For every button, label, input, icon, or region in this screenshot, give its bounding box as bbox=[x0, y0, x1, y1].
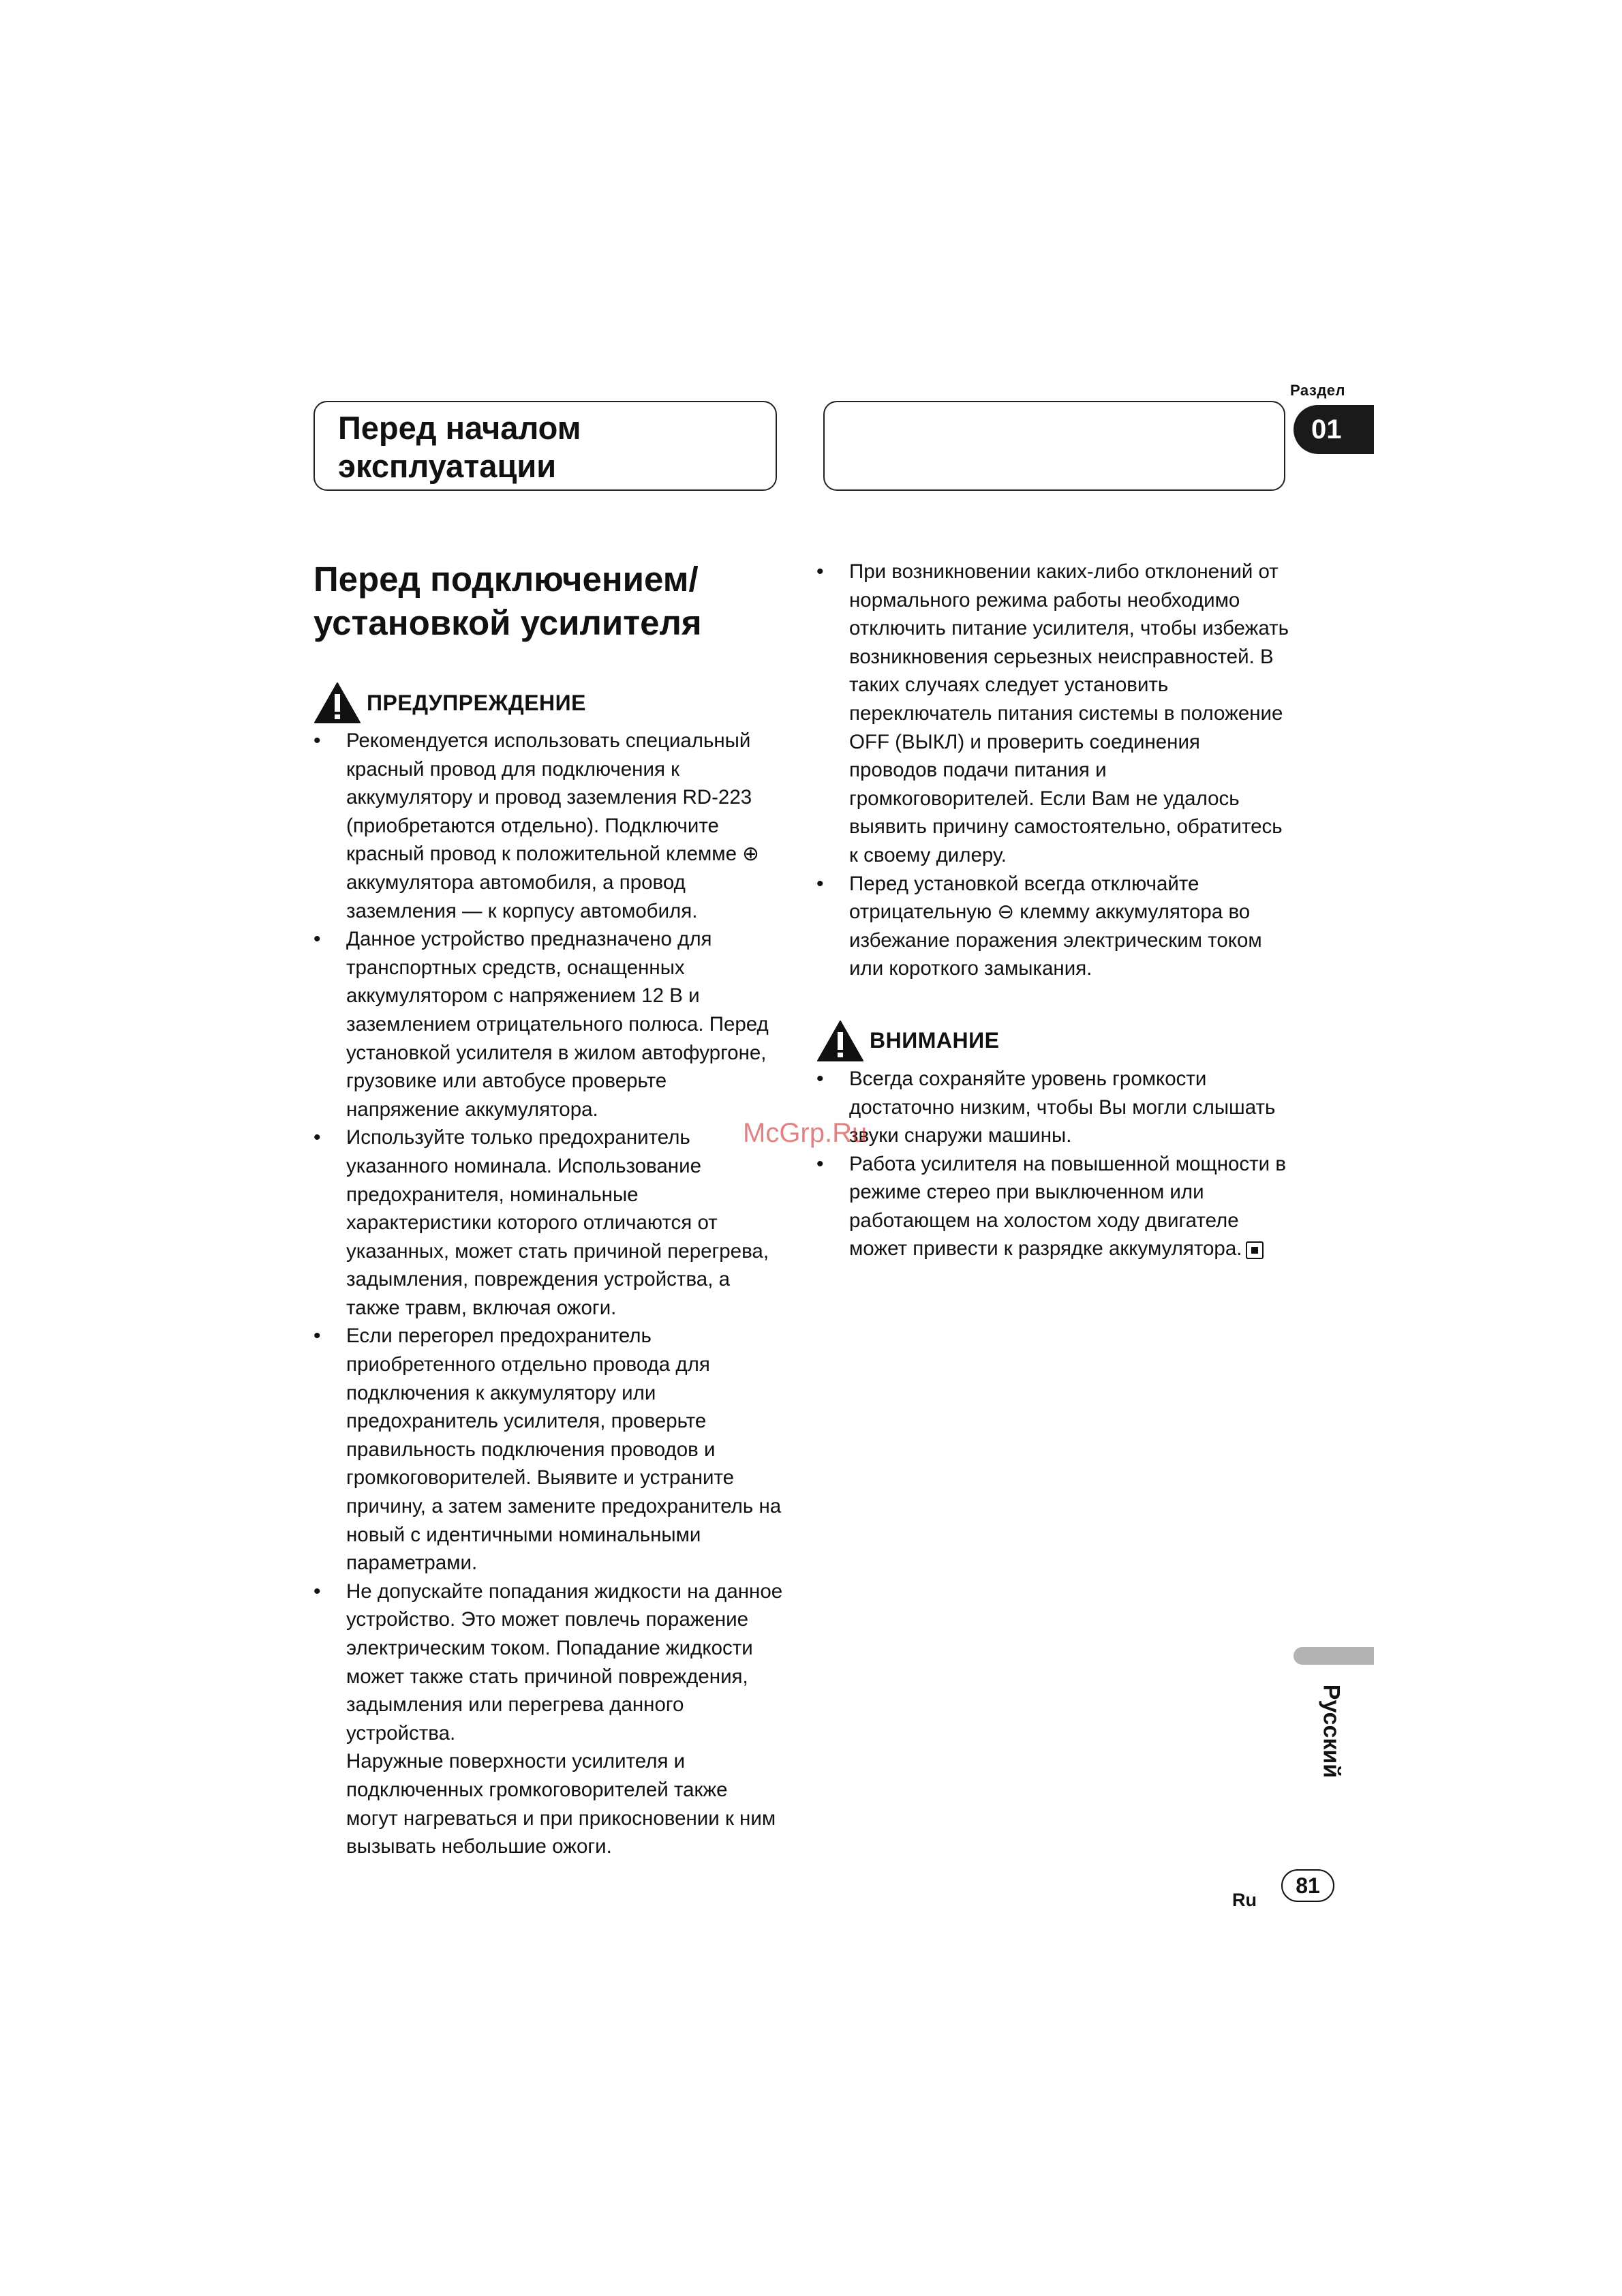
header-empty-box bbox=[823, 401, 1285, 491]
list-item-text: Работа усилителя на повышенной мощности в режиме стерео при выключенном или работающем на холостом ходу двигателе может привести к разрядке аккумулятора. bbox=[849, 1152, 1287, 1260]
warning-list-continued bbox=[816, 558, 1294, 983]
caution-heading bbox=[816, 1020, 1294, 1062]
end-of-section-icon bbox=[1246, 1241, 1264, 1259]
page-number: 81 bbox=[1281, 1869, 1334, 1902]
chapter-title-box bbox=[313, 401, 777, 491]
warning-list bbox=[313, 727, 784, 1861]
caution-list bbox=[816, 1065, 1294, 1263]
warning-heading bbox=[313, 682, 784, 724]
warning-triangle-icon bbox=[313, 682, 361, 724]
list-item-extra: Наружные поверхности усилителя и подключенных громкоговорителей также могут нагреваться и при прикосновении к ним вызывать небольшие ожоги. bbox=[346, 1750, 776, 1858]
list-item: • Всегда сохраняйте уровень громкости достаточно низким, чтобы Вы могли слышать звуки снаружи машины. bbox=[816, 1065, 1294, 1150]
list-item: • Рекомендуется использовать специальный красный провод для подключения к аккумулятору и провод заземления RD-223 (приобретаются отдельно). Подключите красный провод к положительной клемме ⊕ аккумулятора автомобиля, а провод заземления — к корпусу автомобиля. bbox=[313, 727, 784, 925]
list-item: • Если перегорел предохранитель приобретенного отдельно провода для подключения к аккумулятору или предохранитель усилителя, проверьте правильность подключения проводов и громкоговорителей. Выявите и устраните причину, а затем замените предохранитель на новый с идентичными номинальными параметрами. bbox=[313, 1322, 784, 1577]
watermark: McGrp.Ru bbox=[743, 1118, 868, 1148]
left-column bbox=[313, 558, 784, 1861]
list-item: • При возникновении каких-либо отклонений от нормального режима работы необходимо отключить питание усилителя, чтобы избежать возникновения серьезных неисправностей. В таких случаях следует установить переключатель питания системы в положение OFF (ВЫКЛ) и проверить соединения проводов подачи питания и громкоговорителей. Если Вам не удалось выявить причину самостоятельно, обратитесь к своему дилеру. bbox=[816, 558, 1294, 870]
right-column bbox=[816, 558, 1294, 1263]
warning-title: ПРЕДУПРЕЖДЕНИЕ bbox=[367, 690, 586, 715]
page-title: Перед подключением/ установкой усилителя bbox=[313, 560, 702, 642]
list-item: • Перед установкой всегда отключайте отрицательную ⊖ клемму аккумулятора во избежание поражения электрическим током или короткого замыкания. bbox=[816, 870, 1294, 983]
section-label: Раздел bbox=[1290, 382, 1345, 399]
list-item bbox=[313, 1577, 784, 1861]
list-item-text: • Не допускайте попадания жидкости на данное устройство. Это может повлечь поражение электрическим током. Попадание жидкости может также стать причиной повреждения, задымления или перегрева данного устройства. bbox=[346, 1580, 783, 1744]
language-tab-label: Русский bbox=[1318, 1684, 1345, 1779]
chapter-title: Перед началом эксплуатации bbox=[338, 410, 581, 484]
caution-triangle-icon bbox=[816, 1020, 864, 1062]
caution-title: ВНИМАНИЕ bbox=[870, 1028, 1000, 1053]
section-number-badge: 01 bbox=[1294, 405, 1374, 454]
list-item bbox=[816, 1150, 1294, 1263]
list-item: • Используйте только предохранитель указанного номинала. Использование предохранителя, номинальные характеристики которого отличаются от указанных, может стать причиной перегрева, задымления, повреждения устройства, а также травм, включая ожоги. bbox=[313, 1123, 784, 1322]
list-item: • Данное устройство предназначено для транспортных средств, оснащенных аккумулятором с напряжением 12 В и заземлением отрицательного полюса. Перед установкой усилителя в жилом автофургоне, грузовике или автобусе проверьте напряжение аккумулятора. bbox=[313, 925, 784, 1123]
language-tab-bar bbox=[1294, 1647, 1374, 1665]
footer-language-code: Ru bbox=[1232, 1890, 1257, 1910]
